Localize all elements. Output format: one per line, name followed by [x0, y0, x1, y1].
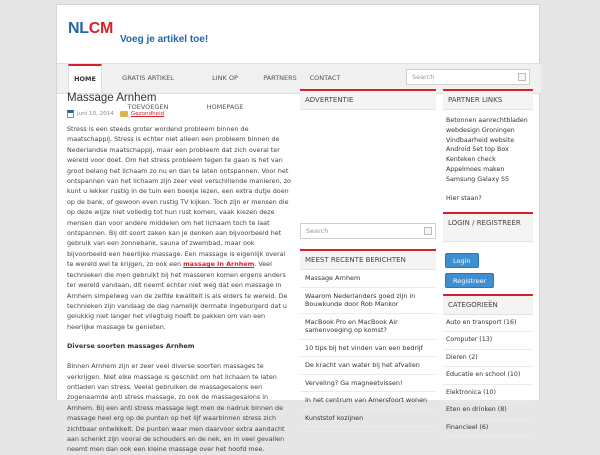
sidebar-search-placeholder: Search [306, 227, 329, 235]
post-text: Stress is een steeds groter wordend probleem binnen de maatschappij. Stress is echter niet alleen een probleem binnen de Nederlandse maatschappij, maar een probleem dat zich overal ter wereld voor doet. Om het stress probleem tegen te gaan is het van groot belang het lichaam zo nu en dan te laten ontspannen. Voor het ontspannen van het lichaam zijn zeer veel verschillende manieren, zo kunt u lekker rustig in de tuin een boekje lezen, een extra dutje doen op de bank, of gewoon even rustig TV kijken. Toch zijn er mensen die op deze wijze niet volledig tot hun rust komen, vaak kiezen deze mensen dan voor andere middelen om het lichaam toch te laat ontspannen. Bij dit soort zaken kan je denken aan bijvoorbeeld het gebruik van een zonnebank, sauna of zwembad, maar ook bijvoorbeeld een heerlijke massage. Een massage is eigenlijk overal te wereld wel te krijgen, zo ook een [67, 125, 291, 269]
recent-post-link[interactable]: De kracht van water bij het afvallen [300, 357, 436, 375]
categories-title: CATEGORIEËN [443, 294, 533, 315]
post-title[interactable]: Massage Arnhem [67, 92, 157, 104]
partner-link[interactable]: webdesign Groningen [446, 126, 515, 134]
category-link[interactable]: Computer (13) [443, 332, 533, 350]
hier-staan-link[interactable]: Hier staan? [446, 194, 482, 202]
recent-post-link[interactable]: Waarom Nederlanders goed zijn in Bouwkunde door Rob Mankor [300, 288, 436, 314]
logo-cm: CM [88, 20, 114, 37]
recent-post-link[interactable]: Kunststof kozijnen [300, 410, 436, 428]
sidebar-search-input[interactable] [300, 223, 436, 239]
partner-link[interactable]: Betonnen aanrechtbladen [446, 117, 528, 124]
category-link[interactable]: Financieel (6) [443, 420, 533, 438]
partner-link[interactable]: Vindbaarheid website [446, 136, 515, 144]
category-link[interactable]: Elektronica (10) [443, 385, 533, 403]
categories-list [443, 315, 533, 438]
right-sidebar [443, 89, 533, 437]
recent-posts-title: MEEST RECENTE BERICHTEN [300, 249, 436, 270]
search-icon[interactable] [518, 73, 526, 81]
post-paragraph-2: Binnen Arnhem zijn er zeer veel diverse soorten massages te verkrijgen. Niet elke massage is geschikt om het lichaam te laten ontladen van stress. Veelal gebruiken de massagesalons een zogenaamde anti stress massage, zo ook de massagesalons in Arnhem. Bij een anti stress massage legt men de nadruk binnen de massage heel erg op de punten op het lijf waarbinnen stress zich zichtbaar ontwikkelt. De punten waar men daarvoor extra aandacht aan schenkt zijn vooral de schouders en de nek, en in veel gevallen neemt men dan ook een kleine massage over het hoofd mee. [67, 362, 285, 454]
partner-link[interactable]: Android Set top Box [446, 146, 509, 154]
calendar-icon [67, 110, 74, 118]
logo-nl: NL [68, 20, 89, 37]
post-paragraph-1 [67, 124, 293, 332]
post-date: juni 10, 2014 [77, 110, 114, 117]
post-text: . Veel technieken die men gebruikt bij het masseren komen ergens anders ter wereld vandaan, dit neemt echter niet weg dat een massage in Arnhem simpelweg van de zelfde kwaliteit is als elders te wereld. De technieken zijn vandaag de dag namelijk dermate ingeburgerd dat u gelukkig niet langer het vliegtuig hoeft te pakken om van een heerlijke massage te genieten. [67, 260, 288, 331]
header-search-placeholder: Search [412, 73, 435, 81]
nav-contact[interactable]: CONTACT [309, 74, 341, 82]
search-icon[interactable] [424, 227, 432, 235]
nav-link-op-homepage[interactable]: LINK OP HOMEPAGE [206, 74, 244, 111]
middle-sidebar [300, 89, 436, 427]
post-subheading: Diverse soorten massages Arnhem [67, 342, 195, 351]
login-button[interactable]: Login [445, 253, 479, 268]
partner-link[interactable]: Samsung Galaxy S5 [446, 175, 510, 183]
recent-post-link[interactable]: Massage Arnhem [300, 270, 436, 288]
header-search-input[interactable] [406, 69, 530, 85]
folder-icon [120, 111, 128, 117]
recent-post-link[interactable]: 10 tips bij het vinden van een bedrijf [300, 340, 436, 358]
post-meta [67, 108, 293, 119]
nav-gratis-artikel[interactable]: GRATIS ARTIKEL TOEVOEGEN [122, 74, 174, 111]
page [56, 4, 540, 454]
category-link[interactable]: Educatie en school (10) [443, 367, 533, 385]
nav-home[interactable]: HOME [68, 64, 102, 93]
post-category-link[interactable]: Gezondheid [130, 110, 165, 117]
category-link[interactable]: Auto en transport (16) [443, 315, 533, 333]
partner-links-list [443, 110, 533, 185]
partner-link[interactable]: Kenteken check [446, 156, 496, 164]
site-logo[interactable] [68, 20, 113, 38]
recent-post-link[interactable]: Verveling? Ga magneetvissen! [300, 375, 436, 393]
recent-post-link[interactable]: MacBook Pro en MacBook Air samenvoeging op komst? [300, 314, 436, 340]
site-slogan: Voeg je artikel toe! [120, 34, 209, 45]
category-link[interactable]: Dieren (2) [443, 350, 533, 368]
partner-link[interactable]: Appelmoes maken [446, 165, 505, 173]
advertentie-title: ADVERTENTIE [300, 89, 436, 110]
recent-post-link[interactable]: In het centrum van Amersfoort wonen [300, 392, 436, 410]
nav-partners[interactable]: PARTNERS [263, 74, 297, 82]
register-button[interactable]: Registreer [445, 273, 494, 288]
category-link[interactable]: Eten en drinken (8) [443, 402, 533, 420]
recent-posts-list [300, 270, 436, 427]
main-content [67, 92, 293, 455]
advertentie-area [300, 110, 436, 223]
partner-links-title: PARTNER LINKS [443, 89, 533, 110]
login-title: LOGIN / REGISTREER [443, 212, 533, 242]
massage-arnhem-link[interactable]: massage in Arnhem [183, 260, 255, 269]
